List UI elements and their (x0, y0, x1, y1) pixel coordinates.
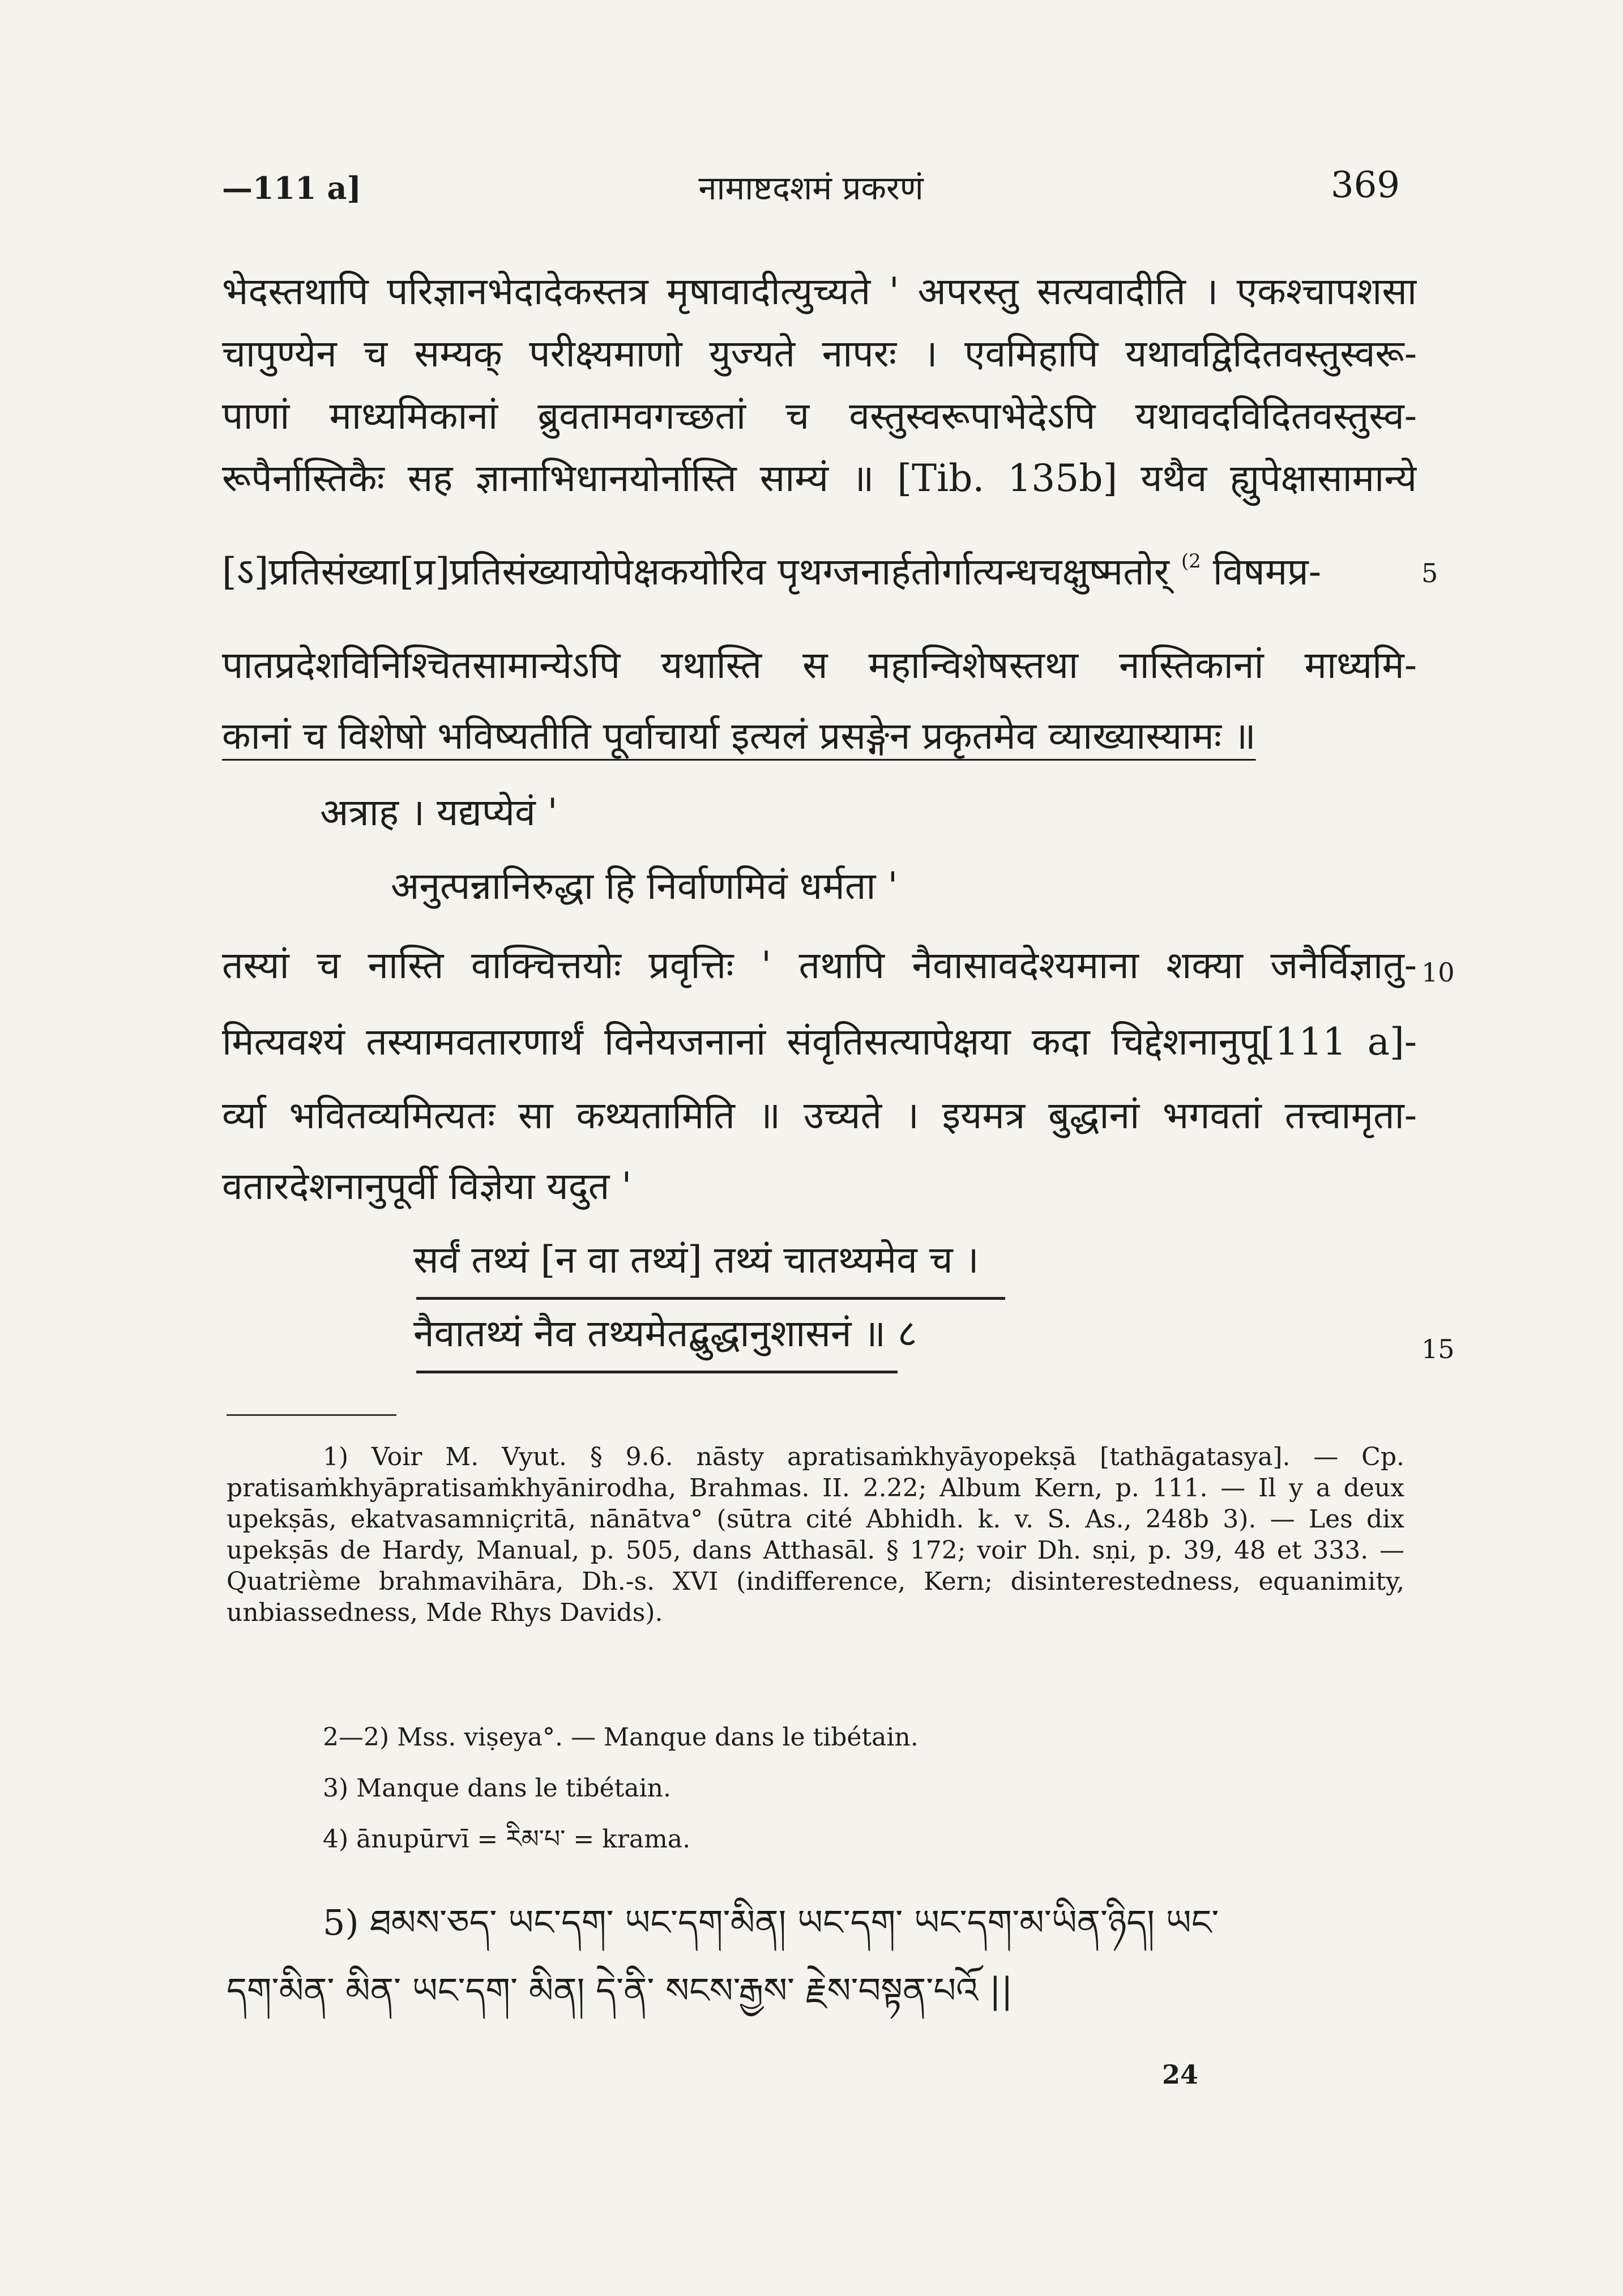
verse-line-2: सर्वं तथ्यं [न वा तथ्यं] तथ्यं चातथ्यमेव च । (413, 1238, 979, 1282)
verse-underline-1 (416, 1297, 1005, 1300)
text-line-3: पाणां माध्यमिकानां ब्रुवतामवगच्छतां च वस्तुस्वरूपाभेदेऽपि यथावदविदितवस्तुस्व- (222, 394, 1417, 438)
footnote-mark: (2 (1181, 550, 1201, 573)
line-number-10: 10 (1421, 957, 1455, 988)
text-line-5 (222, 544, 1417, 606)
footnote-2 (227, 1722, 1404, 1753)
footnote-4 (227, 1824, 1404, 1855)
text-line-8: अत्राह । यद्यप्येवं ' (320, 791, 558, 834)
text-line-7-body: कानां च विशेषो भविष्यतीति पूर्वाचार्या इत्यलं प्रसङ्गेन प्रकृतमेव व्याख्यास्यामः ॥ (222, 714, 1256, 758)
verse-line-3: नैवातथ्यं नैव तथ्यमेतद्बुद्धानुशासनं ॥ ८ (413, 1312, 917, 1355)
footnote-5-line-1: 5) ཐམས་ཅད་ ཡང་དག་ ཡང་དག་མིན། ཡང་དག་ ཡང་དག་མ་ཡིན་ཉིད། ཡང་ (323, 1902, 1219, 1943)
header-section-ref: —111 a] (222, 170, 362, 206)
footnote-1 (227, 1441, 1404, 1628)
footnote-2-text: 2—2) Mss. viṣeya°. — Manque dans le tibétain. (323, 1723, 919, 1752)
verse-line-1: अनुत्पन्नानिरुद्धा हि निर्वाणमिवं धर्मता ' (391, 864, 898, 908)
text-line-5-body: [ऽ]प्रतिसंख्या[प्र]प्रतिसंख्यायोपेक्षकयोरिव पृथग्जनार्हतोर्गात्यन्धचक्षुष्मतोर् (222, 550, 1169, 594)
text-line-5-tail: विषमप्र- (1212, 550, 1322, 594)
running-header (222, 164, 1400, 215)
footnote-3 (227, 1773, 1404, 1804)
text-line-4: रूपैर्नास्तिकैः सह ज्ञानाभिधानयोर्नास्ति साम्यं ॥ [Tib. 135b] यथैव ह्युपेक्षासामान्ये (222, 456, 1417, 500)
header-chapter-title: नामाष्टदशमं प्रकरणं (698, 169, 924, 207)
line-number-5: 5 (1421, 558, 1438, 588)
line-number-15: 15 (1421, 1334, 1455, 1364)
printer-signature: 24 (1162, 2059, 1199, 2090)
footnote-separator (227, 1414, 396, 1416)
text-line-2: चापुण्येन च सम्यक् परीक्ष्यमाणो युज्यते नापरः । एवमिहापि यथावद्विदितवस्तुस्वरू- (222, 332, 1417, 375)
footnote-1-text: 1) Voir M. Vyut. § 9.6. nāsty apratisaṁkhyāyopekṣā [tathāgatasya]. — Cp. pratisaṁkhyāpratisaṁkhyānirodha, Brahmas. II. 2.22; Album Kern, p. 111. — Il y a deux upekṣās, ekatvasamniçritā, nānātva° (sūtra cité Abhidh. k. v. S. As., 248b 3). — Les dix upekṣās de Hardy, Manual, p. 505, dans Atthasāl. § 172; voir Dh. sṇi, p. 39, 48 et 333. — Quatrième brahmavihāra, Dh.-s. XVI (indifference, Kern; disinterestedness, equanimity, unbiassedness, Mde Rhys Davids). (227, 1443, 1404, 1627)
text-line-10: तस्यां च नास्ति वाक्चित्तयोः प्रवृत्तिः ' तथापि नैवासावदेश्यमाना शक्या जनैर्विज्ञातु- (222, 944, 1417, 987)
text-line-12: र्व्या भवितव्यमित्यतः सा कथ्यतामिति ॥ उच्यते । इयमत्र बुद्धानां भगवतां तत्त्वामृता- (222, 1094, 1417, 1137)
footnote-3-text: 3) Manque dans le tibétain. (323, 1774, 671, 1803)
page-number: 369 (1330, 164, 1400, 206)
footnote-5 (227, 1889, 1421, 2025)
text-line-13: वतारदेशनानुपूर्वी विज्ञेया यदुत ' (222, 1164, 632, 1208)
text-line-11: मित्यवश्यं तस्यामवतारणार्थं विनेयजनानां संवृतिसत्यापेक्षया कदा चिद्देशनानुपू[111 a]- (222, 1020, 1417, 1064)
text-line-1: भेदस्तथापि परिज्ञानभेदादेकस्तत्र मृषावादीत्युच्यते ' अपरस्तु सत्यवादीति । एकश्चापशसा (222, 270, 1417, 313)
footnote-4-text: 4) ānupūrvī = རིམ་པ་ = krama. (323, 1825, 691, 1854)
text-line-6: पातप्रदेशविनिश्चितसामान्येऽपि यथास्ति स महान्विशेषस्तथा नास्तिकानां माध्यमि- (222, 643, 1417, 687)
text-line-7 (222, 708, 1417, 770)
verse-underline-2 (416, 1371, 898, 1373)
footnote-5-line-2: དག་མིན་ མིན་ ཡང་དག་ མིན། དེ་ནི་ སངས་རྒྱས་ རྗེས་བསྟན་པའོ || (227, 1970, 1013, 2011)
